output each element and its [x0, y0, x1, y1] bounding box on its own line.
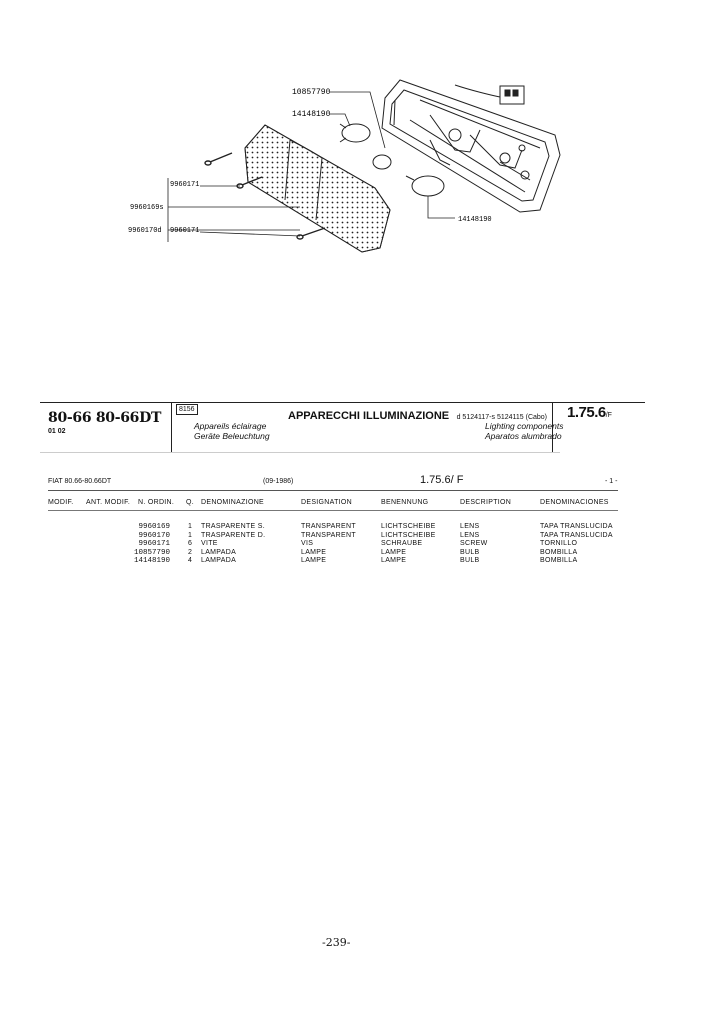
section-title-suffix: d 5124117-s 5124115 (Cabo): [456, 414, 548, 421]
exploded-diagram: [0, 0, 710, 300]
models-title: 80-66 80-66DT: [48, 410, 162, 426]
info-model: FIAT 80.66-80.66DT: [48, 478, 112, 485]
desc-fr: TRANSPARENT: [301, 531, 356, 539]
info-date: (09-1986): [263, 478, 294, 485]
callout-14148190-a: 14148190: [292, 110, 331, 119]
table-row: [0, 549, 710, 558]
subtitle-es: Aparatos alumbrado: [485, 431, 562, 441]
desc-en: BULB: [460, 557, 480, 565]
callout-9960170d: 9960170d: [128, 227, 162, 235]
qty: 6: [188, 540, 193, 548]
lamp-lens: [245, 125, 390, 252]
col-ant-modif: ANT. MODIF.: [86, 499, 131, 506]
desc-en: BULB: [460, 548, 480, 556]
order-number: 9960169: [138, 523, 170, 531]
desc-it: TRASPARENTE S.: [201, 523, 265, 530]
parts-table: [0, 523, 710, 566]
desc-de: LAMPE: [381, 548, 407, 556]
variant-label: 01 02: [48, 428, 66, 435]
connector-plug: [455, 85, 524, 104]
desc-fr: TRANSPARENT: [301, 523, 356, 530]
subtitle-en: Lighting components: [485, 421, 564, 431]
order-number: 10857790: [133, 548, 170, 557]
table-row: [0, 540, 710, 549]
col-denominaciones: DENOMINACIONES: [540, 499, 609, 506]
col-designation: DESIGNATION: [301, 499, 353, 506]
desc-fr: LAMPE: [301, 548, 327, 556]
desc-es: TAPA TRANSLUCIDA: [540, 523, 613, 530]
info-ref: 1.75.6/ F: [420, 474, 464, 486]
desc-fr: VIS: [301, 540, 314, 548]
group-code-box: 8156: [176, 404, 198, 415]
table-row: [0, 523, 710, 532]
desc-it: LAMPADA: [201, 548, 237, 556]
desc-de: LICHTSCHEIBE: [381, 531, 436, 539]
order-number: 9960170: [138, 531, 170, 540]
desc-es: TAPA TRANSLUCIDA: [540, 531, 613, 539]
callout-14148190-b: 14148190: [458, 216, 492, 224]
header-top-rule: [40, 402, 645, 403]
table-row: [0, 532, 710, 541]
header-bottom-rule: [40, 452, 560, 453]
lamp-housing: [382, 80, 560, 212]
col-ordin: N. ORDIN.: [138, 499, 175, 506]
callout-9960171-b: 9960171: [170, 227, 200, 235]
desc-de: LAMPE: [381, 557, 407, 565]
reference-number: 1.75.6/F: [567, 404, 612, 421]
qty: 4: [188, 557, 193, 565]
callout-9960169s: 9960169s: [130, 204, 164, 212]
col-benennung: BENENNUNG: [381, 499, 429, 506]
header-sep-1: [171, 402, 172, 452]
col-modif: MODIF.: [48, 499, 74, 506]
info-page-no: - 1 -: [605, 478, 618, 485]
desc-es: BOMBILLA: [540, 548, 578, 556]
info-rule: [48, 490, 618, 491]
section-title: APPARECCHI ILLUMINAZIONE: [288, 410, 450, 422]
col-denominazione: DENOMINAZIONE: [201, 499, 265, 506]
qty: 1: [188, 531, 193, 539]
table-row: [0, 557, 710, 566]
subtitle-de: Geräte Beleuchtung: [194, 431, 270, 441]
order-number: 9960171: [138, 540, 170, 549]
columns-rule: [48, 510, 618, 511]
col-description: DESCRIPTION: [460, 499, 512, 506]
qty: 1: [188, 523, 193, 530]
desc-es: TORNILLO: [540, 540, 578, 548]
desc-en: SCREW: [460, 540, 488, 548]
qty: 2: [188, 548, 193, 556]
order-number: 14148190: [133, 557, 170, 566]
callout-9960171-a: 9960171: [170, 181, 200, 189]
col-qty: Q.: [186, 499, 194, 506]
desc-en: LENS: [460, 531, 480, 539]
desc-de: SCHRAUBE: [381, 540, 423, 548]
desc-es: BOMBILLA: [540, 557, 578, 565]
callout-10857790: 10857790: [292, 88, 331, 97]
desc-fr: LAMPE: [301, 557, 327, 565]
desc-it: TRASPARENTE D.: [201, 531, 266, 539]
desc-it: LAMPADA: [201, 557, 237, 565]
subtitle-fr: Appareils éclairage: [194, 421, 267, 431]
desc-en: LENS: [460, 523, 480, 530]
desc-it: VITE: [201, 540, 218, 548]
desc-de: LICHTSCHEIBE: [381, 523, 436, 530]
page-number: -239-: [322, 936, 351, 949]
